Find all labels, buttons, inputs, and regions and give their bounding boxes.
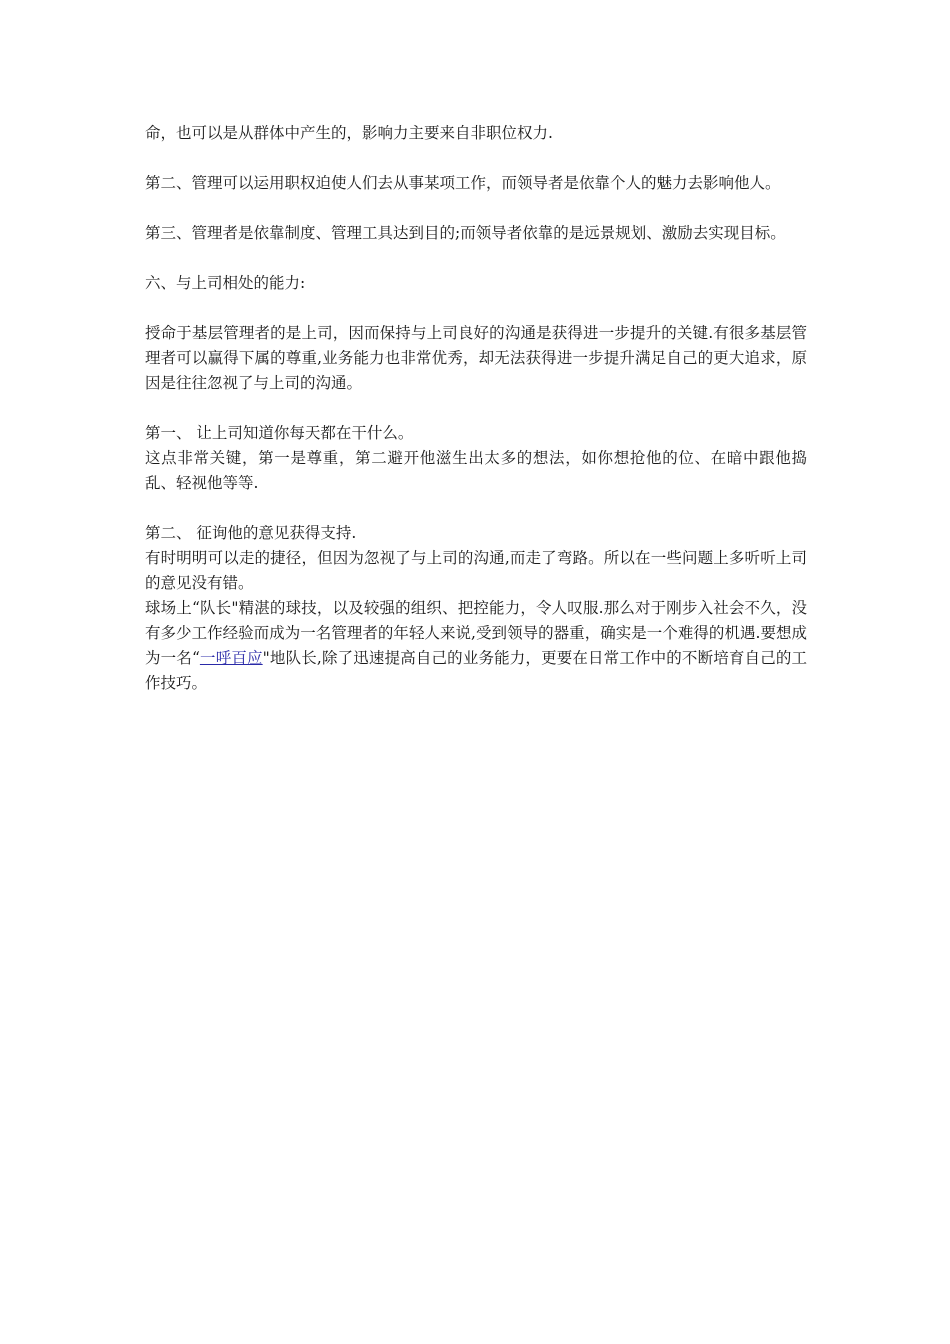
paragraph-captain [145,596,807,696]
subsection-title-one: 第一、 让上司知道你每天都在干什么。 [145,424,414,442]
paragraph-gap [145,246,807,271]
paragraph-gap [145,396,807,421]
captain-text-after: "地队长,除了迅速提高自己的业务能力，更要在日常工作中的不断培育自己的工作技巧。 [145,649,807,692]
subsection-body-two: 有时明明可以走的捷径，但因为忽视了与上司的沟通,而走了弯路。所以在一些问题上多听听上司的意见没有错。 [145,549,807,592]
captain-text-before: 球场上“队长"精湛的球技，以及较强的组织、把控能力，令人叹服.那么对于刚步入社会不久，没有多少工作经验而成为一名管理者的年轻人来说,受到领导的器重，确实是一个难得的机遇.要想成为一名“ [145,599,807,667]
paragraph-point-three: 第三、管理者是依靠制度、管理工具达到目的;而领导者依靠的是远景规划、激励去实现目标。 [145,224,786,242]
paragraph-gap [145,196,807,221]
yihu-baiying-link[interactable]: 一呼百应 [199,649,263,667]
paragraph-intro: 授命于基层管理者的是上司，因而保持与上司良好的沟通是获得进一步提升的关键.有很多基层管理者可以赢得下属的尊重,业务能力也非常优秀，却无法获得进一步提升满足自己的更大追求，原因是往往忽视了与上司的沟通。 [145,324,807,392]
paragraph-gap [145,496,807,521]
paragraph-gap [145,146,807,171]
document-body [145,121,807,696]
paragraph-point-two: 第二、管理可以运用职权迫使人们去从事某项工作，而领导者是依靠个人的魅力去影响他人。 [145,174,781,192]
subsection-body-one: 这点非常关键，第一是尊重，第二避开他滋生出太多的想法，如你想抢他的位、在暗中跟他捣乱、轻视他等等. [145,449,807,492]
subsection-title-two: 第二、 征询他的意见获得支持. [145,524,357,542]
paragraph-gap [145,296,807,321]
paragraph-continuation: 命，也可以是从群体中产生的，影响力主要来自非职位权力. [145,124,553,142]
section-heading: 六、与上司相处的能力: [145,274,306,292]
